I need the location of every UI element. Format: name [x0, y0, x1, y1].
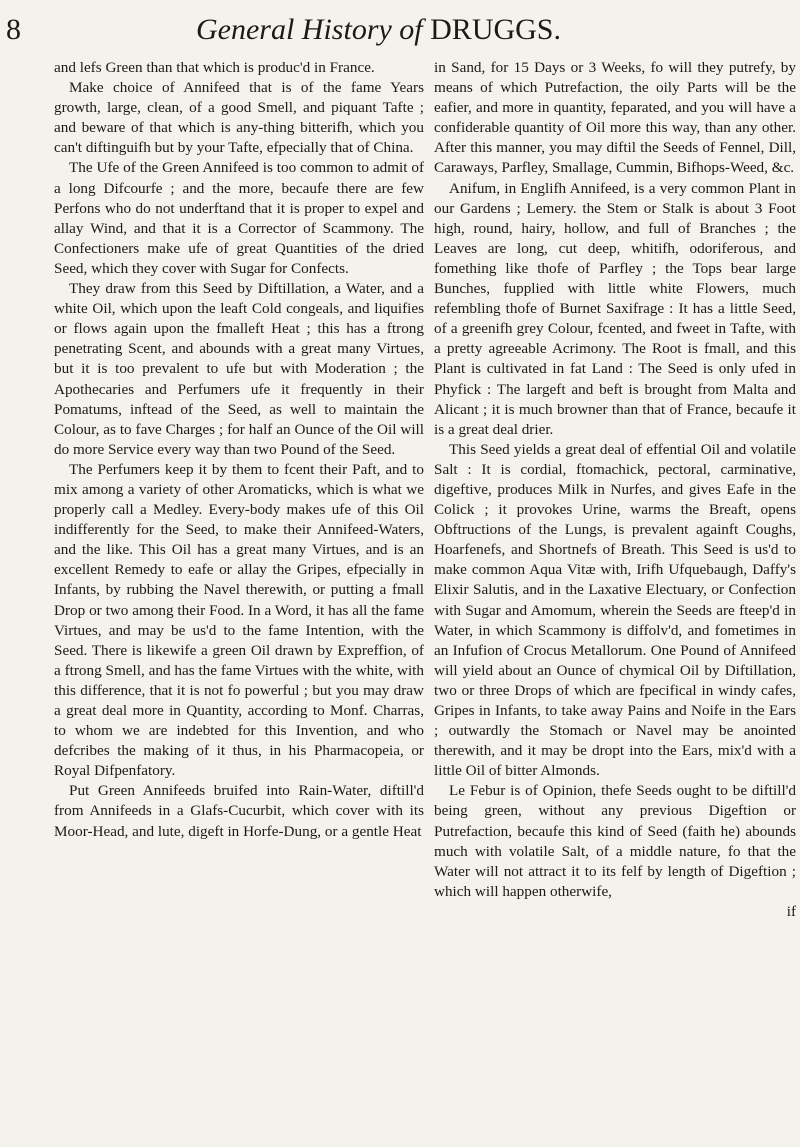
- catchword: if: [786, 902, 796, 920]
- paragraph: The Perfumers keep it by them to fcent their Paft, and to mix among a variety of other Aromaticks, which is what we properly call a Medley. Every-body makes ufe of this Oil indifferently for the Seed, to make their Annifeed-Waters, and the like. This Oil has a great many Virtues, and is an excellent Remedy to eafe or allay the Gripes, efpecially in Infants, by rubbing the Navel therewith, or putting a fmall Drop or two among their Food. In a Word, it has all the fame Virtues, and may be us'd to the fame Intention, with the Seed. There is likewife a green Oil drawn by Expreffion, of a ftrong Smell, and has the fame Virtues with the white, with this difference, that it is not fo powerful ; but you may draw a great deal more in Quantity, according to Monf. Charras, to whom we are indebted for this Invention, and who defcribes the making of it thus, in his Pharmacopeia, or Royal Difpenfatory.: [54, 460, 424, 780]
- page-number: 8: [6, 13, 21, 46]
- right-column: [434, 58, 796, 922]
- paragraph: in Sand, for 15 Days or 3 Weeks, fo will they putrefy, by means of which Putrefaction, the oily Parts will be the eafier, and more in quantity, feparated, and you will have a confiderable quantity of Oil more this way, than any other. After this manner, you may diftil the Seeds of Fennel, Dill, Caraways, Parfley, Smallage, Cummin, Bifhops-Weed, &c.: [434, 59, 796, 177]
- paragraph: Put Green Annifeeds bruifed into Rain-Water, diftill'd from Annifeeds in a Glafs-Cucurbit, which cover with its Moor-Head, and lute, digeft in Horfe-Dung, or a gentle Heat: [54, 782, 424, 840]
- paragraph: Anifum, in Englifh Annifeed, is a very common Plant in our Gardens ; Lemery. the Stem or Stalk is about 3 Foot high, round, hairy, hollow, and full of Branches ; the Leaves are long, cut deep, whitifh, odoriferous, and fomething like thofe of Parfley ; the Tops bear large Bunches, fupplied with little white Flowers, much refembling thofe of Burnet Saxifrage : It has a little Seed, of a greenifh grey Colour, fcented, and fweet in Tafte, with a pretty agreeable Acrimony. The Root is fmall, and this Plant is cultivated in fat Land : The Seed is only ufed in Phyfick : The largeft and beft is brought from Malta and Alicant ; it is much browner than that of France, becaufe it is a great deal drier.: [434, 179, 796, 438]
- paragraph: Le Febur is of Opinion, thefe Seeds ought to be diftill'd being green, without any previous Digeftion or Putrefaction, becaufe this kind of Seed (faith he) abounds much with volatile Salt, of a middle nature, fo that the Water will not attract it to its felf by length of Digeftion ; which will happen otherwife,: [434, 782, 796, 900]
- paragraph: The Ufe of the Green Annifeed is too common to admit of a long Difcourfe ; and the more, becaufe there are few Perfons who do not underftand that it is proper to expel and allay Wind, and that it is a Corrector of Scammony. The Confectioners make ufe of great Quantities of the dried Seed, which they cover with Sugar for Confects.: [54, 159, 424, 277]
- paragraph: They draw from this Seed by Diftillation, a Water, and a white Oil, which upon the leaft Cold congeals, and liquifies or flows again upon the fmalleft Heat ; this has a ftrong penetrating Scent, and abounds with a great many Virtues, but it is too prevalent to ufe but with Moderation ; the Apothecaries and Perfumers ufe it frequently in their Pomatums, inftead of the Seed, as well to maintain the Colour, as to fave Charges ; for half an Ounce of the Oil will do more Service every way than two Pound of the Seed.: [54, 280, 424, 458]
- running-title-caps: DRUGGS.: [430, 13, 561, 46]
- paragraph: Make choice of Annifeed that is of the fame Years growth, large, clean, of a good Smell, and piquant Tafte ; and beware of that which is any-thing bitterifh, which you can't diftinguifh but by your Tafte, efpecially that of China.: [54, 79, 424, 157]
- paragraph: and lefs Green than that which is produc'd in France.: [54, 59, 375, 76]
- running-title: [196, 8, 561, 52]
- paragraph: This Seed yields a great deal of effential Oil and volatile Salt : It is cordial, ftomachick, pectoral, carminative, digeftive, produces Milk in Nurfes, and gives Eafe in the Colick ; it provokes Urine, warms the Breaft, opens Obftructions of the Lungs, is prevalent againft Coughs, Hoarfenefs, and Shortnefs of Breath. This Seed is us'd to make common Aqua Vitæ with, Irifh Ufquebaugh, Daffy's Elixir Salutis, and in the Laxative Electuary, or Confection with Sugar and Amomum, wherein the Seeds are fteep'd in Water, in which Scammony is diffolv'd, and fometimes in an Infufion of Crocus Metallorum. One Pound of Annifeed will yield about an Ounce of chymical Oil by Diftillation, two or three Drops of which are fpecifical in windy cafes, Gripes in Infants, to take away Pains and Noife in the Ears ; outwardly the Stomach or Navel may be anointed therewith, and it may be dropt into the Ears, mix'd with a little Oil of bitter Almonds.: [434, 440, 796, 780]
- running-header: [0, 8, 800, 52]
- running-title-italic: General History of: [196, 13, 431, 46]
- left-column: [54, 58, 424, 842]
